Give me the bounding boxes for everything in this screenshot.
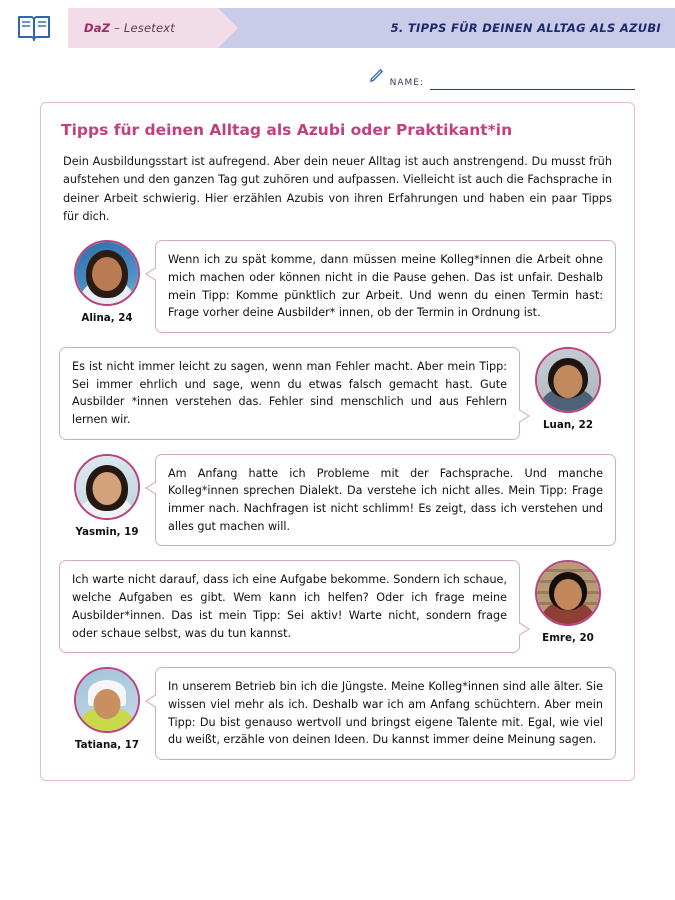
logo [0,0,68,56]
chapter-banner [208,8,675,48]
avatar [74,240,140,306]
name-input[interactable] [430,76,635,90]
person-alina [59,240,155,324]
open-book-icon [17,13,51,43]
testimonial-row [59,667,616,760]
subject-name: DaZ [84,21,111,35]
subject-tag-text [84,21,175,35]
name-field-row [0,56,675,90]
person-emre [520,560,616,644]
testimonial-row [59,240,616,333]
person-name: Alina, 24 [81,312,133,325]
testimonial-row [59,560,616,653]
subject-tag [68,8,218,48]
speech-bubble [59,560,520,653]
testimonial-text: Ich warte nicht darauf, dass ich eine Aufgabe bekomme. Sondern ich schaue, welche Aufgaben es gibt. Wem kann ich helfen? Oder ich frage meine Ausbilder*innen. Das ist mein Tipp: Sei aktiv! Warte nicht, sondern frage oder schaue selbst, was du tun kannst. [72,573,507,640]
page-header [0,0,675,56]
testimonial-row [59,347,616,440]
person-tatiana [59,667,155,751]
intro-paragraph: Dein Ausbildungsstart ist aufregend. Aber dein neuer Alltag ist auch anstrengend. Du musst früh aufstehen und den ganzen Tag gut zuhören und aufpassen. Vielleicht ist auch die Fachsprache in deiner Arbeit schwierig. Hier erzählen Azubis von ihren Erfahrungen und haben ein paar Tipps für dich. [63,155,612,223]
speech-bubble [59,347,520,440]
pen-icon [368,68,384,88]
testimonial-text: In unserem Betrieb bin ich die Jüngste. Meine Kolleg*innen sind alle älter. Sie wissen viel mehr als ich. Deshalb war ich am Anfang schüchtern. Aber mein Tipp: Du bist genauso wertvoll und bringst eigene Talente mit. Egal, wie viel du weißt, erzähle von deinen Ideen. Du kannst immer deine Meinung sagen. [168,680,603,747]
page-title: Tipps für deinen Alltag als Azubi oder Praktikant*in [61,121,513,139]
bubble-tail-inner [147,267,158,281]
name-label: NAME: [389,78,424,88]
speech-bubble [155,454,616,547]
speech-bubble [155,667,616,760]
person-luan [520,347,616,431]
person-name: Yasmin, 19 [75,525,139,538]
testimonial-text: Es ist nicht immer leicht zu sagen, wenn man Fehler macht. Aber mein Tipp: Sei immer ehrlich und sage, wenn du etwas falsch gemacht hast. Gute Ausbilder *innen verstehen das. Fehler sind menschlich und aus Fehlern lernen wir. [72,359,507,426]
bubble-tail-inner [147,481,158,495]
testimonial-text: Wenn ich zu spät komme, dann müssen meine Kolleg*innen die Arbeit ohne mich machen oder können nicht in die Pause gehen. Das ist unfair. Deshalb mein Tipp: Komme pünktlich zur Arbeit. Und wenn du einen Termin hast: Frage vorher deine Ausbilder* innen, ob der Termin in Ordnung ist. [168,253,603,320]
content-panel [40,102,635,781]
person-name: Luan, 22 [543,418,593,431]
avatar [74,454,140,520]
bubble-tail-inner [517,409,528,423]
avatar [535,347,601,413]
subject-tag-arrow [218,8,238,48]
testimonial-row [59,454,616,547]
person-name: Tatiana, 17 [74,739,140,752]
subject-type: – Lesetext [114,21,175,35]
avatar [535,560,601,626]
bubble-tail-inner [517,622,528,636]
avatar [74,667,140,733]
bubble-tail-inner [147,694,158,708]
person-yasmin [59,454,155,538]
speech-bubble [155,240,616,333]
header-bar [68,8,675,48]
testimonial-text: Am Anfang hatte ich Probleme mit der Fachsprache. Und manche Kolleg*innen sprechen Dialekt. Da verstehe ich nicht alles. Mein Tipp: Frage immer nach. Nachfragen ist nicht schlimm! Es zeigt, dass ich verstehen und alles gut machen will. [168,466,603,533]
chapter-title: 5. TIPPS FÜR DEINEN ALLTAG ALS AZUBI [390,21,661,35]
person-name: Emre, 20 [542,632,594,645]
